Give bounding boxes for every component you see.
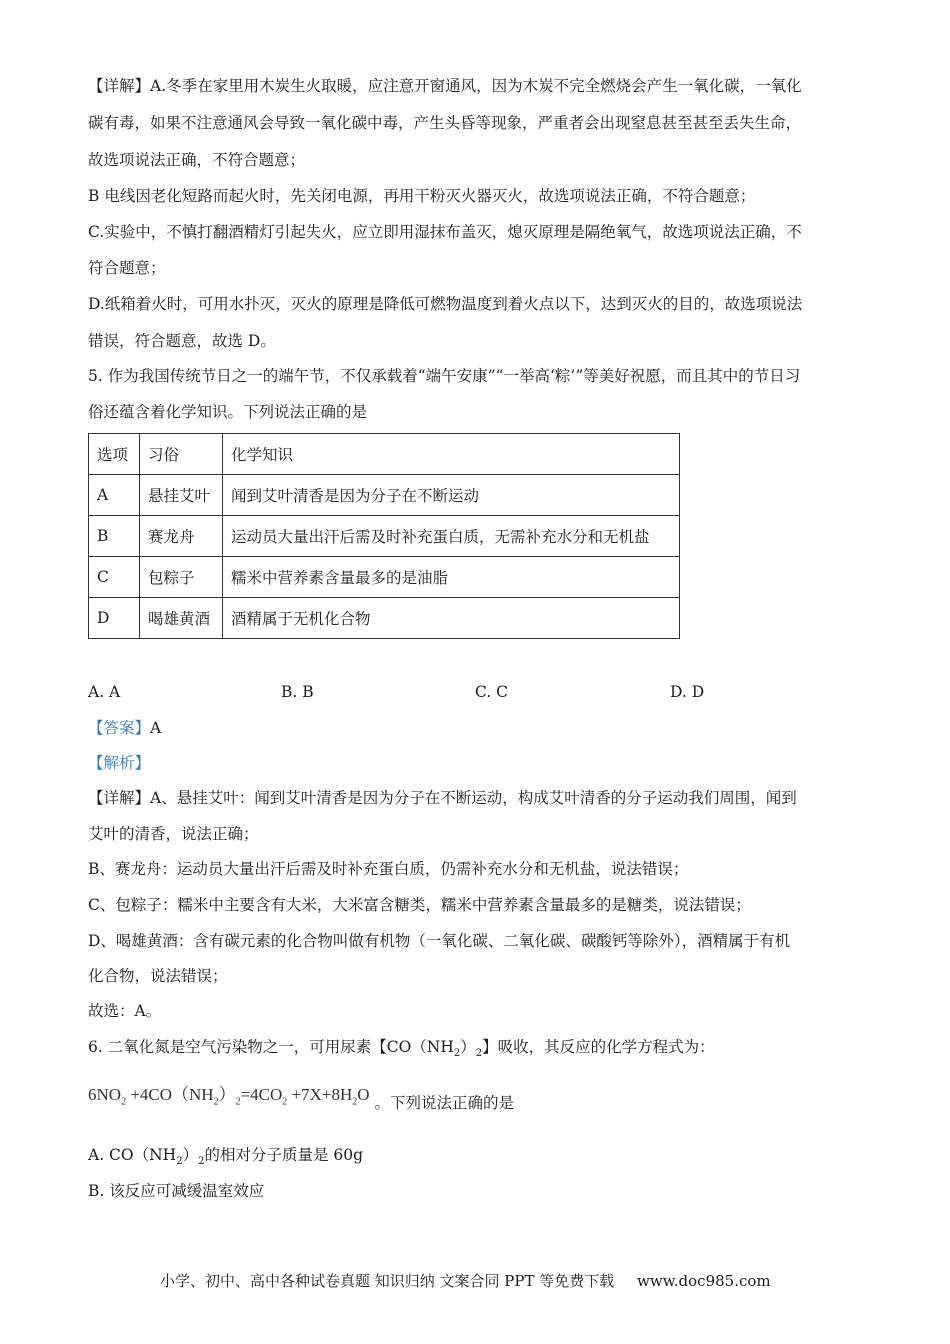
- table-cell: 喝雄黄酒: [140, 598, 223, 639]
- explain-line: 碳有毒，如果不注意通风会导致一氧化碳中毒，产生头昏等现象，严重者会出现窒息甚至甚至丢失生命，: [88, 114, 802, 132]
- table-header-cell: 习俗: [140, 434, 223, 475]
- equation-line: [88, 1085, 514, 1119]
- detail-line: 【详解】A、悬挂艾叶：闻到艾叶清香是因为分子在不断运动，构成艾叶清香的分子运动我们周围，闻到: [88, 789, 797, 807]
- explain-line: 故选项说法正确，不符合题意；: [88, 151, 306, 169]
- detail-line: 艾叶的清香，说法正确；: [88, 825, 259, 843]
- question-stem: 5. 作为我国传统节日之一的端午节，不仅承载着“端午安康”“一举高‘粽’”等美好祝愿，而且其中的节日习: [88, 367, 801, 385]
- table-header-row: [89, 434, 680, 475]
- table-cell: 悬挂艾叶: [140, 475, 223, 516]
- conclusion-line: 故选：A。: [88, 1002, 162, 1020]
- detail-line: D、喝雄黄酒：含有碳元素的化合物叫做有机物（一氧化碳、二氧化碳、碳酸钙等除外），酒精属于有机: [88, 932, 791, 950]
- explain-line: 错误，符合题意，故选 D。: [88, 332, 276, 350]
- choice-d: D. D: [670, 683, 705, 701]
- explain-line: 【详解】A.冬季在家里用木炭生火取暖，应注意开窗通风，因为木炭不完全燃烧会产生一氧化碳，一氧化: [88, 77, 802, 95]
- table-cell: 酒精属于无机化合物: [223, 598, 680, 639]
- question-stem: 6. 二氧化氮是空气污染物之一，可用尿素【$CO(NH_2)_2$】吸收，其反应的化学方程式为：: [88, 1038, 715, 1060]
- table-cell: A: [89, 475, 140, 516]
- choice-c: C. C: [475, 683, 509, 701]
- table-cell: 包粽子: [140, 557, 223, 598]
- explain-line: D.纸箱着火时，可用水扑灭，灭火的原理是降低可燃物温度到着火点以下，达到灭火的目的，故选项说法: [88, 295, 803, 313]
- table-row: [89, 598, 680, 639]
- answer-tag: 【答案】: [88, 719, 151, 737]
- explain-line: C.实验中，不慎打翻酒精灯引起失火，应立即用湿抹布盖灭，熄灭原理是隔绝氧气，故选项说法正确，不: [88, 223, 802, 241]
- choice-b: B. B: [281, 683, 314, 701]
- page-footer: [160, 1270, 771, 1291]
- table-row: [89, 557, 680, 598]
- analysis-tag: 【解析】: [88, 754, 151, 772]
- answer-line: [88, 718, 161, 738]
- table-cell: B: [89, 516, 140, 557]
- table-cell: 闻到艾叶清香是因为分子在不断运动: [223, 475, 680, 516]
- detail-line: 化合物，说法错误；: [88, 967, 228, 985]
- table-cell: D: [89, 598, 140, 639]
- options-table: [88, 433, 680, 639]
- question-stem: 俗还蕴含着化学知识。下列说法正确的是: [88, 403, 368, 421]
- detail-line: B、赛龙舟：运动员大量出汗后需及时补充蛋白质，仍需补充水分和无机盐，说法错误；: [88, 860, 689, 878]
- detail-line: C、包粽子：糯米中主要含有大米，大米富含糖类，糯米中营养素含量最多的是糖类，说法错误；: [88, 896, 751, 914]
- footer-url[interactable]: www.doc985.com: [637, 1272, 771, 1290]
- explain-line: B 电线因老化短路而起火时，先关闭电源，再用干粉灭火器灭火，故选项说法正确，不符合题意；: [88, 187, 756, 205]
- equation-followup: 。下列说法正确的是: [374, 1094, 514, 1112]
- table-header-cell: 选项: [89, 434, 140, 475]
- explain-line: 符合题意；: [88, 259, 166, 277]
- table-header-cell: 化学知识: [223, 434, 680, 475]
- table-cell: 赛龙舟: [140, 516, 223, 557]
- footer-text: 小学、初中、高中各种试卷真题 知识归纳 文案合同 PPT 等免费下载: [160, 1272, 615, 1290]
- answer-value: A: [150, 719, 162, 737]
- table-cell: 糯米中营养素含量最多的是油脂: [223, 557, 680, 598]
- table-row: [89, 475, 680, 516]
- table-cell: 运动员大量出汗后需及时补充蛋白质，无需补充水分和无机盐: [223, 516, 680, 557]
- table-cell: C: [89, 557, 140, 598]
- table-row: [89, 516, 680, 557]
- option-line: B. 该反应可减缓温室效应: [88, 1182, 265, 1200]
- choice-a: A. A: [88, 683, 121, 701]
- chemical-equation: $6NO_2 +4CO(NH_2)_2=4CO_2 +7X+8H_2O$: [88, 1085, 370, 1108]
- option-line: A. $CO(NH_2)_2$的相对分子质量是 60g: [88, 1146, 364, 1168]
